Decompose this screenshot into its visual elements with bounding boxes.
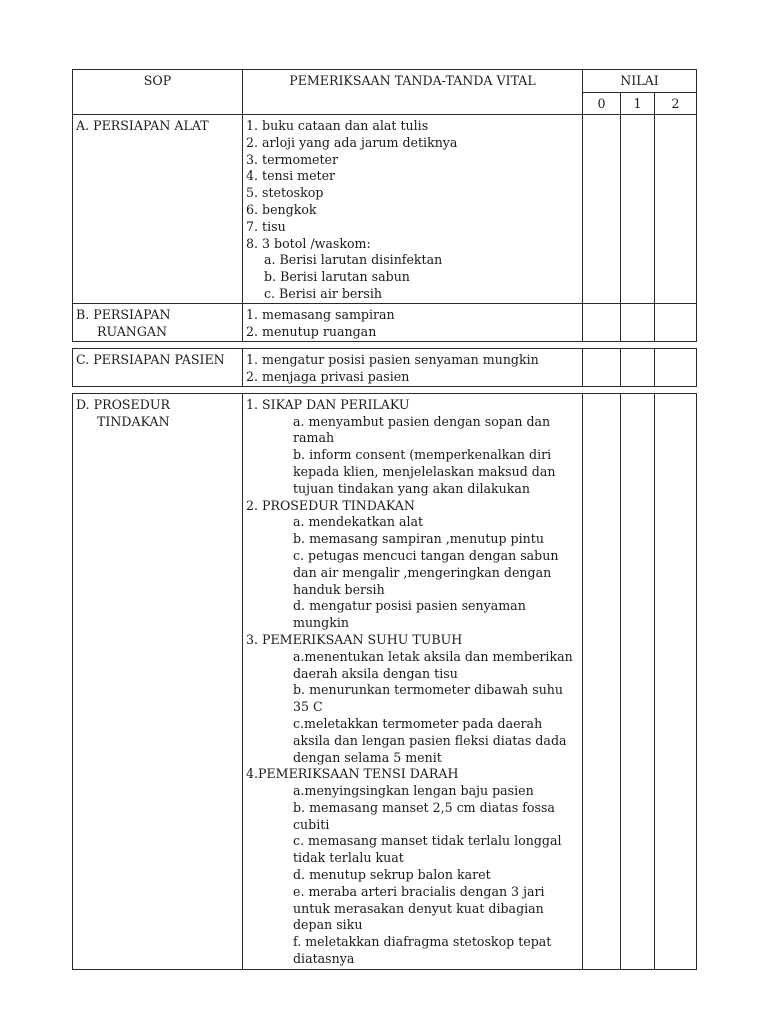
list-subitem: c. Berisi air bersih xyxy=(264,285,383,301)
procedure-step: d. menutup sekrup balon karet xyxy=(293,867,491,883)
section-d-label xyxy=(73,393,243,969)
procedure-step: b. memasang sampiran ,menutup pintu xyxy=(293,531,544,547)
header-row xyxy=(73,70,697,93)
score-cell-2[interactable] xyxy=(655,115,697,304)
row-gap xyxy=(73,386,697,393)
section-a-label xyxy=(73,115,243,304)
score-1-header: 1 xyxy=(621,93,655,115)
section-d-row xyxy=(73,393,697,969)
score-cell-0[interactable] xyxy=(583,303,621,341)
procedure-step: f. meletakkan diafragma stetoskop tepat diatasnya xyxy=(293,934,552,967)
score-cell-1[interactable] xyxy=(621,348,655,386)
procedure-step: a. mendekatkan alat xyxy=(293,514,424,530)
list-subitem: a. Berisi larutan disinfektan xyxy=(264,252,443,268)
group-heading: 4.PEMERIKSAAN TENSI DARAH xyxy=(246,766,459,782)
group-heading: 3. PEMERIKSAAN SUHU TUBUH xyxy=(246,631,463,647)
section-a-items xyxy=(243,115,583,304)
score-cell-0[interactable] xyxy=(583,393,621,969)
procedure-step: b. menurunkan termometer dibawah suhu 35 C xyxy=(293,682,564,715)
procedure-step: a.menyingsingkan lengan baju pasien xyxy=(293,783,534,799)
score-cell-0[interactable] xyxy=(583,348,621,386)
list-item: 1. memasang sampiran xyxy=(246,306,395,322)
score-cell-2[interactable] xyxy=(655,393,697,969)
section-c-items xyxy=(243,348,583,386)
nilai-header: NILAI xyxy=(583,70,697,93)
section-label-text: TINDAKAN xyxy=(97,413,170,429)
score-cell-2[interactable] xyxy=(655,303,697,341)
group-heading: 1. SIKAP DAN PERILAKU xyxy=(246,396,410,412)
list-item: 4. tensi meter xyxy=(246,168,336,184)
list-subitem: b. Berisi larutan sabun xyxy=(264,269,410,285)
score-cell-0[interactable] xyxy=(583,115,621,304)
score-0-header: 0 xyxy=(583,93,621,115)
sop-header: SOP xyxy=(73,70,243,115)
list-item: 6. bengkok xyxy=(246,201,317,217)
group-heading: 2. PROSEDUR TINDAKAN xyxy=(246,497,415,513)
procedure-step: e. meraba arteri bracialis dengan 3 jari untuk merasakan denyut kuat dibagian depan siku xyxy=(293,883,545,933)
procedure-step: d. mengatur posisi pasien senyaman mungkin xyxy=(293,598,526,631)
score-cell-1[interactable] xyxy=(621,115,655,304)
section-a-row xyxy=(73,115,697,304)
section-d-items xyxy=(243,393,583,969)
row-gap xyxy=(73,341,697,348)
list-item: 7. tisu xyxy=(246,218,286,234)
procedure-step: b. memasang manset 2,5 cm diatas fossa cubiti xyxy=(293,799,555,832)
procedure-step: b. inform consent (memperkenalkan diri kepada klien, menjelelaskan maksud dan tujuan tindakan yang akan dilakukan xyxy=(293,447,556,496)
procedure-step: c. petugas mencuci tangan dengan sabun dan air mengalir ,mengeringkan dengan handuk bersih xyxy=(293,547,559,597)
section-label-text: A. PERSIAPAN ALAT xyxy=(76,118,209,133)
procedure-step: c. memasang manset tidak terlalu longgal tidak terlalu kuat xyxy=(293,833,562,866)
list-item: 3. termometer xyxy=(246,151,339,167)
score-cell-1[interactable] xyxy=(621,393,655,969)
score-cell-1[interactable] xyxy=(621,303,655,341)
procedure-step: a.menentukan letak aksila dan memberikan daerah aksila dengan tisu xyxy=(293,648,573,681)
section-b-row xyxy=(73,303,697,341)
list-item: 1. mengatur posisi pasien senyaman mungkin xyxy=(246,351,539,367)
section-label-text: D. PROSEDUR xyxy=(76,396,170,412)
section-b-items xyxy=(243,303,583,341)
sop-table xyxy=(72,69,697,970)
section-label-text: C. PERSIAPAN PASIEN xyxy=(76,351,225,367)
list-item: 2. menutup ruangan xyxy=(246,323,377,339)
list-item: 2. arloji yang ada jarum detiknya xyxy=(246,134,458,150)
list-item: 8. 3 botol /waskom: xyxy=(246,235,371,251)
list-item: 1. buku cataan dan alat tulis xyxy=(246,118,429,133)
section-label-text: B. PERSIAPAN xyxy=(76,306,171,322)
score-2-header: 2 xyxy=(655,93,697,115)
title-header: PEMERIKSAAN TANDA-TANDA VITAL xyxy=(243,70,583,115)
procedure-step: c.meletakkan termometer pada daerah aksila dan lengan pasien fleksi diatas dada dengan selama 5 menit xyxy=(293,715,567,765)
list-item: 2. menjaga privasi pasien xyxy=(246,368,410,384)
section-label-text: RUANGAN xyxy=(97,323,167,339)
section-c-label xyxy=(73,348,243,386)
score-cell-2[interactable] xyxy=(655,348,697,386)
section-b-label xyxy=(73,303,243,341)
section-c-row xyxy=(73,348,697,386)
list-item: 5. stetoskop xyxy=(246,185,324,201)
procedure-step: a. menyambut pasien dengan sopan dan ramah xyxy=(293,413,551,446)
